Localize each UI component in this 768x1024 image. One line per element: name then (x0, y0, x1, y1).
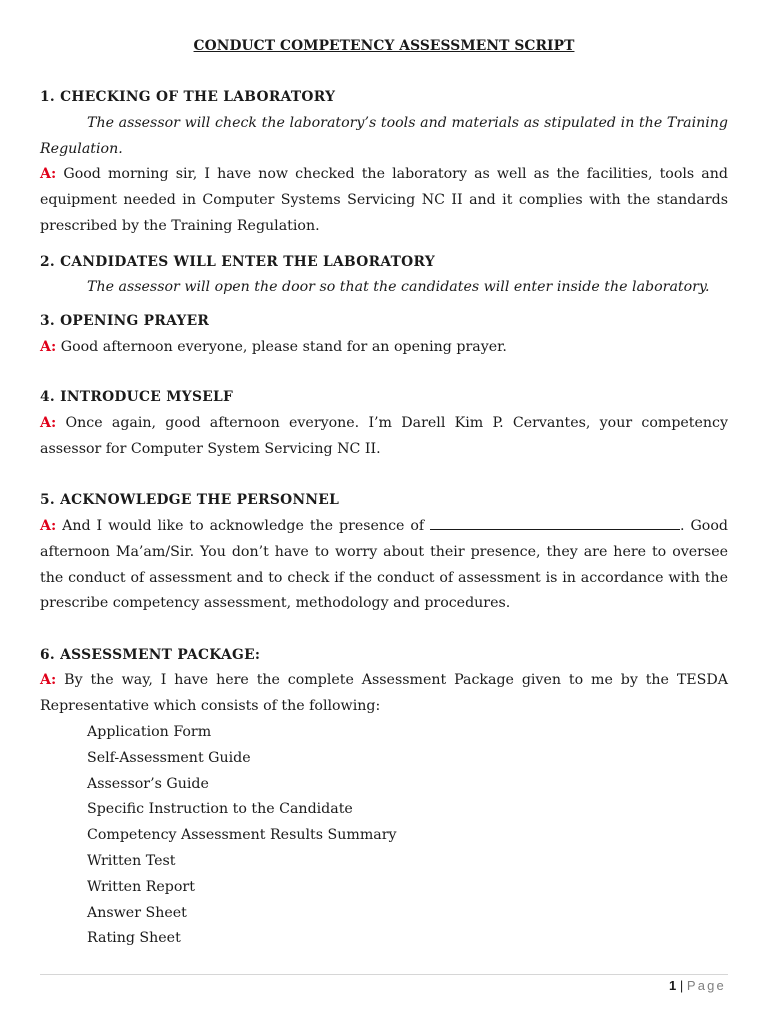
footer-separator: | (679, 978, 684, 993)
speaker-label: A: (40, 339, 57, 355)
list-item: Assessor’s Guide (87, 775, 209, 792)
list-item: Written Test (87, 852, 176, 869)
list-item: Application Form (87, 724, 212, 740)
speech-text: By the way, I have here the complete Assessment Package given to me by the TESDA Representative which consists of the following: (40, 672, 728, 714)
section-heading-3: 3. OPENING PRAYER (40, 313, 210, 329)
section-6-speech (40, 668, 728, 720)
speaker-label: A: (40, 166, 57, 182)
speaker-label: A: (40, 518, 57, 534)
speaker-label: A: (40, 415, 57, 431)
section-2-instruction: The assessor will open the door so that the candidates will enter inside the laboratory. (87, 279, 710, 295)
speech-text: Good morning sir, I have now checked the laboratory as well as the facilities, tools and equipment needed in Computer Systems Servicing NC II and it complies with the standards prescribed by the Training Regulation. (40, 166, 728, 234)
list-item: Specific Instruction to the Candidate (87, 801, 353, 818)
speech-text: Once again, good afternoon everyone. I’m Darell Kim P. Cervantes, your competency assessor for Computer System Servicing NC II. (40, 415, 728, 457)
section-1-speech (40, 162, 728, 239)
section-heading-2: 2. CANDIDATES WILL ENTER THE LABORATORY (40, 254, 435, 270)
section-4-speech (40, 411, 728, 463)
section-1-instruction: The assessor will check the laboratory’s tools and materials as stipulated in the Training Regulation. (40, 115, 728, 157)
footer-divider (40, 974, 728, 975)
fill-in-blank-line (430, 515, 680, 530)
speech-text: Good afternoon everyone, please stand for an opening prayer. (60, 339, 507, 355)
section-heading-6: 6. ASSESSMENT PACKAGE: (40, 647, 261, 663)
list-item: Self-Assessment Guide (87, 749, 251, 766)
list-item: Written Report (87, 878, 195, 895)
section-heading-1: 1. CHECKING OF THE LABORATORY (40, 89, 336, 105)
section-heading-4: 4. INTRODUCE MYSELF (40, 389, 234, 405)
list-item: Answer Sheet (87, 904, 187, 921)
assessment-package-list (87, 720, 397, 952)
speaker-label: A: (40, 672, 57, 688)
section-heading-5: 5. ACKNOWLEDGE THE PERSONNEL (40, 492, 340, 508)
page-footer (669, 978, 726, 993)
speech-text-after: . Good afternoon Ma’am/Sir. You don’t have to worry about their presence, they are here to oversee the conduct of assessment and to check if the conduct of assessment is in accordance with the prescribe competency assessment, methodology and procedures. (40, 518, 728, 612)
section-5-speech (40, 514, 728, 617)
list-item: Competency Assessment Results Summary (87, 827, 397, 844)
page-number: 1 (668, 978, 677, 993)
section-3-speech (40, 335, 728, 361)
list-item: Rating Sheet (87, 930, 181, 947)
document-title: CONDUCT COMPETENCY ASSESSMENT SCRIPT (193, 38, 575, 54)
page-word: Page (686, 978, 726, 993)
speech-text-before: And I would like to acknowledge the presence of (62, 518, 425, 534)
